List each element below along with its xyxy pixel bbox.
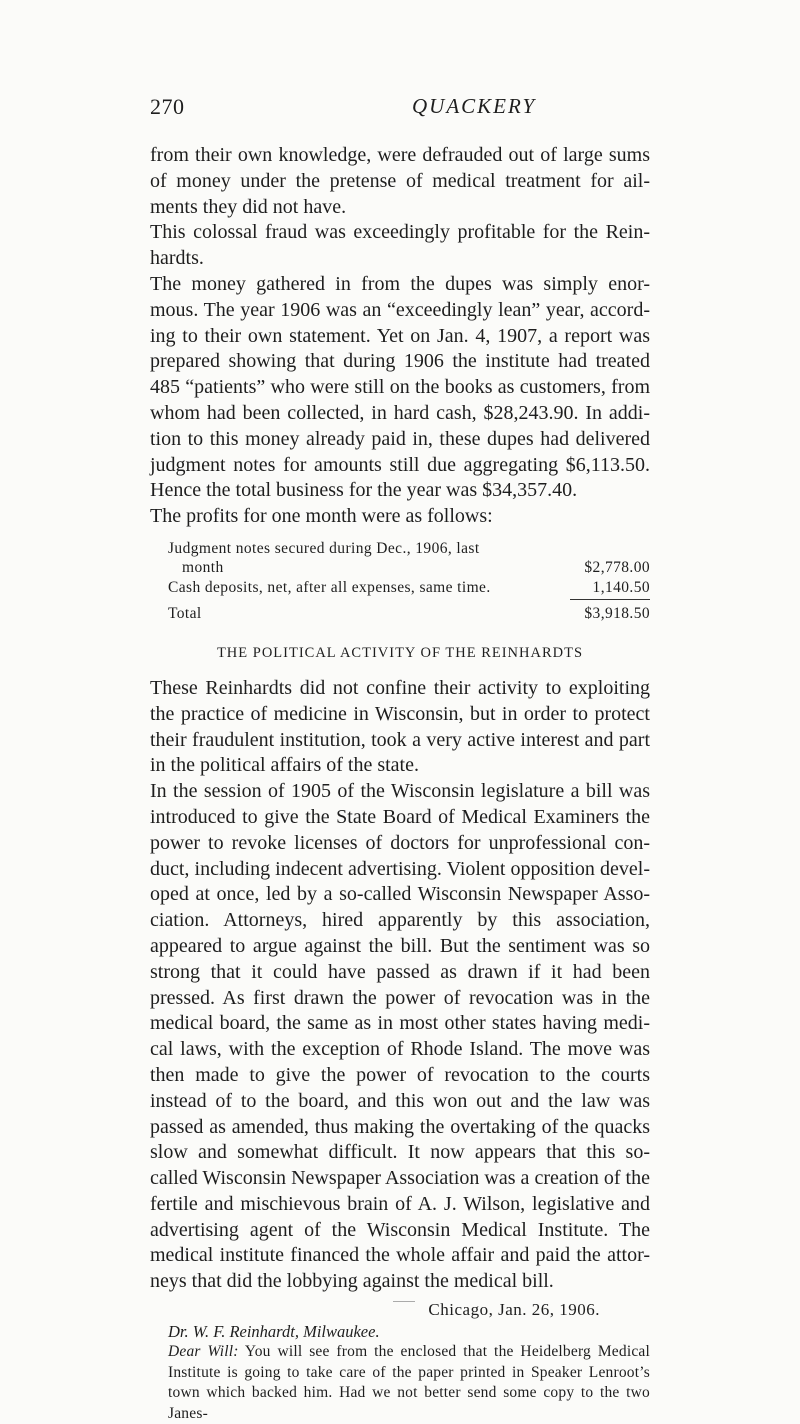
letter-text: You will see from the enclosed that the Heidelberg Medical Institute is going to take care of the paper printed in Speaker Lenroot’s town which backed him. Had we not better send some copy to the two Janes-: [168, 1343, 651, 1422]
letter-salutation: Dear Will:: [168, 1343, 239, 1361]
ledger-total-label: Total: [168, 605, 202, 623]
ledger-total-value: $3,918.50: [584, 605, 650, 623]
paragraph-political-activity: These Reinhardts did not confine their activity to exploiting the practice of medicine in Wisconsin, but in order to protect their fraudulent institution, took a very active interest and part in the political affairs of the state.: [150, 676, 650, 777]
letter-addressee: Dr. W. F. Reinhardt, Milwaukee.: [168, 1322, 380, 1342]
ledger-row-line: [168, 558, 650, 578]
paragraph-fraud-intro: from their own knowledge, were defrauded out of large sums of money under the pretense of medical treatment for ail- ments they did not have.: [150, 144, 650, 218]
page-number: 270: [150, 94, 185, 119]
paragraph-legislature-1905: In the session of 1905 of the Wisconsin legislature a bill was introduced to give the State Board of Medical Examiners the power to revoke licenses of doctors for unprofessional con- duct, including indecent advertising. Violent opposition devel- oped at once, led by a so-called Wisconsin Newspaper Asso- ciation. Attorneys, hired apparently by this association, appeared to argue against the bill. But the sentiment was so strong that it could have passed as drawn if it had been pressed. As first drawn the power of revocation was in the medical board, the same as in most other states having medi- cal laws, with the exception of Rhode Island. The move was then made to give the power of revocation to the courts instead of to the board, and this won out and the law was passed as amended, thus making the overtaking of the quacks slow and somewhat difficult. It now appears that this so- called Wisconsin Newspaper Association was a creation of the fertile and mischievous brain of A. J. Wilson, legislative and advertising agent of the Wisconsin Medical Institute. The medical institute financed the whole affair and paid the attor- neys that did the lobbying against the medical bill.: [150, 780, 650, 1293]
ledger-value: 1,140.50: [592, 578, 650, 596]
profits-ledger: [150, 539, 650, 624]
quoted-letter: [150, 1299, 650, 1424]
ledger-label: Cash deposits, net, after all expenses, same time.: [168, 578, 491, 596]
ledger-value: $2,778.00: [584, 559, 650, 577]
page-header: [150, 94, 650, 126]
paragraph-money-gathered: The money gathered in from the dupes was simply enor- mous. The year 1906 was an “exceedingly lean” year, accord- ing to their own statement. Yet on Jan. 4, 1907, a report was prepared showing that during 1906 the institute had treated 485 “patients” who were still on the books as customers, from whom had been collected, in hard cash, $28,243.90. In addi- tion to this money already paid in, these dupes had delivered judgment notes for amounts still due aggregating $6,113.50. Hence the total business for the year was $34,357.40.: [150, 272, 650, 502]
running-head: QUACKERY: [412, 94, 537, 118]
ledger-label: month: [182, 559, 224, 577]
ledger-sum-rule: [570, 599, 650, 600]
letter-body: [150, 1342, 650, 1424]
ledger-label-line: Judgment notes secured during Dec., 1906, last: [168, 539, 480, 557]
ledger-row-cash-deposits: [168, 578, 650, 598]
paragraph-profitable: This colossal fraud was exceedingly profitable for the Rein- hardts.: [150, 221, 650, 270]
ledger-row-judgment-notes: [168, 539, 650, 578]
section-heading: THE POLITICAL ACTIVITY OF THE REINHARDTS: [216, 644, 584, 661]
ledger-row-total: [168, 604, 650, 624]
paragraph-profits-intro: The profits for one month were as follows:: [150, 505, 493, 528]
footer-mark: [393, 1301, 415, 1302]
letter-dateline: Chicago, Jan. 26, 1906.: [428, 1300, 600, 1320]
page-body: [150, 143, 650, 1424]
